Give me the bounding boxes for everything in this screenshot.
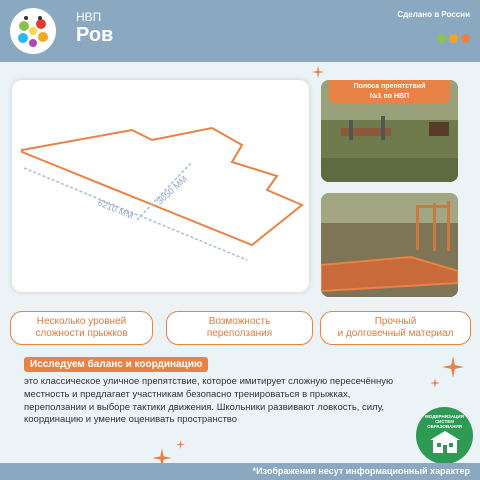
sparkle-icon [176, 440, 185, 449]
header-subtitle: НВП [76, 10, 102, 24]
feature-line: Несколько уровней [36, 316, 127, 327]
length-dimension-label: 6210 ММ [96, 197, 135, 221]
ditch-diagram-panel [12, 80, 309, 292]
orange-dot-icon [461, 34, 470, 43]
badge-text [416, 414, 473, 429]
ditch-render-photo [321, 193, 458, 297]
header-dots [437, 34, 470, 43]
badge-line: ОБРАЗОВАНИЯ [427, 424, 462, 429]
yellow-dot-icon [449, 34, 458, 43]
disclaimer-text: *Изображения несут информационный характер [252, 466, 470, 476]
page-title: Ров [76, 24, 114, 46]
footer-bar [0, 463, 480, 480]
feature-line: Возможность [208, 316, 271, 327]
school-building-icon [428, 429, 462, 455]
sparkle-icon [442, 356, 464, 378]
header-bar [0, 0, 480, 62]
feature-crawling [166, 311, 313, 345]
feature-line: переползания [206, 328, 273, 339]
photo-caption-line2: №1 по НВП [369, 93, 410, 100]
ladybug-logo-icon [10, 8, 56, 54]
badge-line: СИСТЕМ [434, 419, 455, 424]
ditch-outline-drawing [12, 80, 309, 292]
made-in-russia-label: Сделано в России [397, 10, 470, 19]
width-dimension-label: 3050 ММ [154, 173, 190, 207]
obstacle-course-photo [321, 80, 458, 182]
feature-line: Прочный [374, 316, 417, 327]
sparkle-icon [430, 378, 440, 388]
feature-line: и долговечный материал [337, 328, 454, 339]
photo-caption [329, 80, 450, 103]
green-dot-icon [437, 34, 446, 43]
info-heading: Исследуем баланс и координацию [24, 357, 208, 372]
modernization-badge [416, 407, 473, 464]
feature-jump-levels [10, 311, 153, 345]
info-description: это классическое уличное препятствие, которое имитирует сложную пересечённую местность и предлагает участникам безопасно тренироваться в прыжках, переползании и выборе тактики движения. Школьники развивают ловкость, силу, координацию и умение оценивать пространство [24, 376, 394, 426]
sparkle-icon [312, 66, 324, 78]
feature-line: сложности прыжков [35, 328, 128, 339]
feature-durable-material [320, 311, 471, 345]
photo-caption-line1: Полоса препятствий [353, 83, 426, 90]
badge-line: МОДЕРНИЗАЦИЯ [425, 414, 464, 419]
